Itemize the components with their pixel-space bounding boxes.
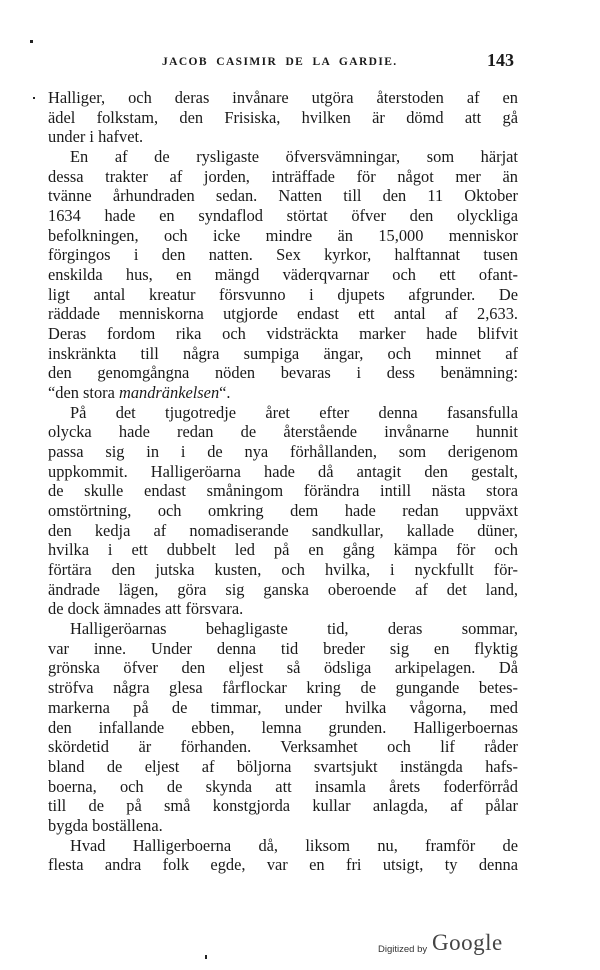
stray-mark-top xyxy=(30,40,33,43)
text-line-content: bygda boställena. xyxy=(48,815,163,835)
google-logo: Google xyxy=(432,930,503,955)
text-line-content: de skulle endast småningom förändra intill nästa stora xyxy=(48,481,518,501)
watermark-prefix: Digitized by xyxy=(378,944,428,955)
text-line-content: markerna på de timmar, under hvilka vågorna, med xyxy=(48,697,518,717)
text-line-content: förtära den jutska kusten, och hvilka, i nyckfullt för- xyxy=(48,560,518,580)
text-line xyxy=(48,737,518,757)
text-line-content: den kedja af nomadiserande sandkullar, kallade düner, xyxy=(48,520,518,540)
text-line-content: ädel folkstam, den Frisiska, hvilken är dömd att gå xyxy=(48,107,518,127)
text-line xyxy=(48,816,518,836)
text-line-content: de dock ämnades att försvara. xyxy=(48,599,244,619)
text-line-content: olycka hade redan de återstående invånarne hunnit xyxy=(48,422,518,442)
text-line-content: förgingos i den natten. Sex kyrkor, halftannat tusen xyxy=(48,245,518,265)
text-line-content: Halligeröarnas behagligaste tid, deras sommar, xyxy=(70,619,518,639)
text-line xyxy=(48,206,518,226)
text-line xyxy=(48,324,518,344)
text-line-content: inskränkta till några sumpiga ängar, och minnet af xyxy=(48,343,518,363)
text-line xyxy=(48,383,518,403)
text-line xyxy=(48,462,518,482)
running-head: JACOB CASIMIR DE LA GARDIE. xyxy=(162,56,398,68)
text-line-content: den infallande ebben, lemna grunden. Halligerboernas xyxy=(48,717,518,737)
text-line xyxy=(48,442,518,462)
text-line-suffix: “. xyxy=(219,383,231,403)
text-line xyxy=(48,599,518,619)
text-line-content: den genomgångna nöden bevaras i dess benämning: xyxy=(48,363,518,383)
text-line-content: En af de rysligaste öfversvämningar, som härjat xyxy=(70,147,518,167)
text-line xyxy=(48,678,518,698)
text-line xyxy=(48,560,518,580)
italic-term: mandränkelsen xyxy=(119,383,220,403)
page-header xyxy=(0,50,600,74)
text-line xyxy=(48,285,518,305)
text-line-content: På det tjugotredje året efter denna fasansfulla xyxy=(70,402,518,422)
text-line xyxy=(48,580,518,600)
text-line-content: Halliger, och deras invånare utgöra återstoden af en xyxy=(48,88,518,107)
text-line-content: räddade menniskorna utgjorde endast ett antal af 2,633. xyxy=(48,304,518,324)
text-line xyxy=(48,186,518,206)
text-line xyxy=(48,108,518,128)
text-line-content: Deras fordom rika och vidsträckta marker hade blifvit xyxy=(48,324,518,344)
text-line xyxy=(48,265,518,285)
text-line xyxy=(48,757,518,777)
text-line xyxy=(48,639,518,659)
text-line-content: till de på små konstgjorda kullar anlagda, af pålar xyxy=(48,796,518,816)
text-line xyxy=(48,698,518,718)
text-line-content: ligt antal kreatur försvunno i djupets afgrunder. De xyxy=(48,284,518,304)
text-line xyxy=(48,344,518,364)
text-line-content: ströfva några glesa fårflockar kring de gungande betes- xyxy=(48,678,518,698)
text-line xyxy=(48,127,518,147)
text-line xyxy=(48,836,518,856)
text-line xyxy=(48,540,518,560)
digitized-by-google-watermark xyxy=(378,930,538,960)
text-line-content: Hvad Halligerboerna då, liksom nu, framför de xyxy=(70,835,518,855)
text-line xyxy=(48,226,518,246)
text-line-content: bland de eljest af böljorna svartsjukt instängda hafs- xyxy=(48,756,518,776)
text-line xyxy=(48,304,518,324)
text-line-content: 1634 hade en syndaflod störtat öfver den olyckliga xyxy=(48,206,518,226)
text-line-content: enskilda hus, en mängd väderqvarnar och ett ofant- xyxy=(48,265,518,285)
text-line xyxy=(48,777,518,797)
text-line xyxy=(48,245,518,265)
text-line xyxy=(48,501,518,521)
stray-mark-left xyxy=(33,97,35,99)
text-line-content: var inne. Under denna tid breder sig en flyktig xyxy=(48,638,518,658)
text-line xyxy=(48,363,518,383)
text-line xyxy=(48,521,518,541)
body-text xyxy=(48,88,518,875)
stray-mark-bottom xyxy=(205,955,207,959)
text-line-content: skördetid är förhanden. Verksamhet och lif råder xyxy=(48,737,518,757)
text-line-content: tvänne århundraden sedan. Natten till den 11 Oktober xyxy=(48,186,518,206)
text-line-content: grönska öfver den eljest så ödsliga arkipelagen. Då xyxy=(48,658,518,678)
text-line-content: uppkommit. Halligeröarna hade då antagit den gestalt, xyxy=(48,461,518,481)
text-line xyxy=(48,147,518,167)
text-line xyxy=(48,403,518,423)
text-line-content: omstörtning, och omkring dem hade redan uppväxt xyxy=(48,501,518,521)
text-line xyxy=(48,88,518,108)
text-line-content: flesta andra folk egde, var en fri utsigt, ty denna xyxy=(48,855,518,875)
page-number: 143 xyxy=(487,50,514,70)
text-line xyxy=(48,718,518,738)
text-line xyxy=(48,658,518,678)
text-line-content: “den stora xyxy=(48,383,119,403)
text-line-content: under i hafvet. xyxy=(48,127,144,147)
text-line-content: passa sig in i de nya förhållanden, som derigenom xyxy=(48,442,518,462)
text-line-content: dessa trakter af jorden, inträffade för något mer än xyxy=(48,166,518,186)
text-line xyxy=(48,796,518,816)
text-line-content: boerna, och de skynda att insamla årets foderförråd xyxy=(48,776,518,796)
text-line xyxy=(48,481,518,501)
text-line xyxy=(48,855,518,875)
text-line xyxy=(48,167,518,187)
text-line-content: befolkningen, och icke mindre än 15,000 menniskor xyxy=(48,225,518,245)
text-line-content: ändrade lägen, göra sig ganska oberoende af det land, xyxy=(48,579,518,599)
text-line xyxy=(48,619,518,639)
text-line-content: hvilka i ett dubbelt led på en gång kämpa för och xyxy=(48,540,518,560)
text-line xyxy=(48,422,518,442)
